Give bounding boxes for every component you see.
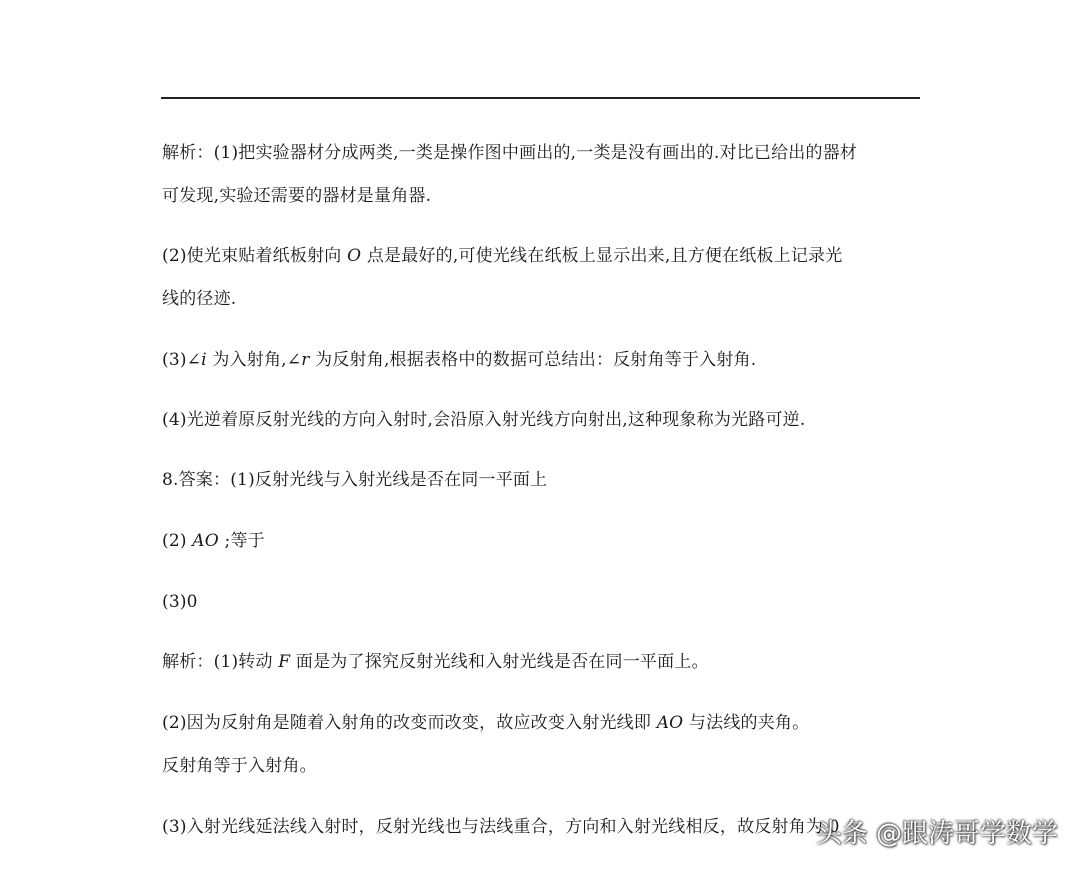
face-f-label: F [278, 652, 291, 672]
analysis-3-text-c: 为反射角,根据表格中的数据可总结出：反射角等于入射角. [309, 350, 757, 370]
analysis-2-line-1 [162, 245, 842, 267]
analysis-3-text-a: (3)∠ [162, 350, 202, 370]
explanation-8-line-1-a: 解析：(1)转动 [162, 652, 279, 672]
watermark-text: 头条 @跟涛哥学数学 [815, 819, 1058, 849]
analysis-2-text-a: (2)使光束贴着纸板射向 [162, 246, 348, 266]
answer-8-line-1: 8.答案：(1)反射光线与入射光线是否在同一平面上 [162, 470, 548, 490]
analysis-2-text-b: 点是最好的,可使光线在纸板上显示出来,且方便在纸板上记录光 [361, 246, 843, 266]
explanation-8-line-2-a: (2)因为反射角是随着入射角的改变而改变，故应改变入射光线即 [162, 713, 657, 733]
answer-8-line-2-suffix: ;等于 [218, 531, 265, 551]
top-horizontal-rule [161, 97, 920, 99]
explanation-8-line-2-b: 与法线的夹角。 [683, 713, 810, 733]
explanation-8-line-2 [162, 712, 809, 734]
explanation-8-line-1 [162, 651, 709, 673]
analysis-4-line: (4)光逆着原反射光线的方向入射时,会沿原入射光线方向射出,这种现象称为光路可逆. [162, 410, 806, 430]
ray-ao-label-2: AO [656, 713, 684, 733]
answer-8-line-2-prefix: (2) [162, 531, 193, 551]
analysis-3-line [162, 349, 756, 371]
angle-r-label: r [301, 350, 310, 370]
answer-8-line-2 [162, 530, 265, 552]
ray-ao-label: AO [192, 531, 219, 551]
answer-8-line-3: (3)0 [162, 592, 198, 612]
analysis-3-text-b: 为入射角,∠ [206, 350, 302, 370]
explanation-8-line-1-b: 面是为了探究反射光线和入射光线是否在同一平面上。 [290, 652, 709, 672]
analysis-1-line-2: 可发现,实验还需要的器材是量角器. [162, 186, 432, 206]
explanation-8-line-3: 反射角等于入射角。 [162, 756, 317, 776]
analysis-1-line-1: 解析：(1)把实验器材分成两类,一类是操作图中画出的,一类是没有画出的.对比已给出的器材 [162, 143, 858, 163]
angle-i-label: i [201, 350, 207, 370]
analysis-2-line-2: 线的径迹. [162, 289, 237, 309]
explanation-8-line-4: (3)入射光线延法线入射时，反射光线也与法线重合，方向和入射光线相反，故反射角为 0 [162, 817, 840, 837]
point-o-label: O [347, 246, 362, 266]
